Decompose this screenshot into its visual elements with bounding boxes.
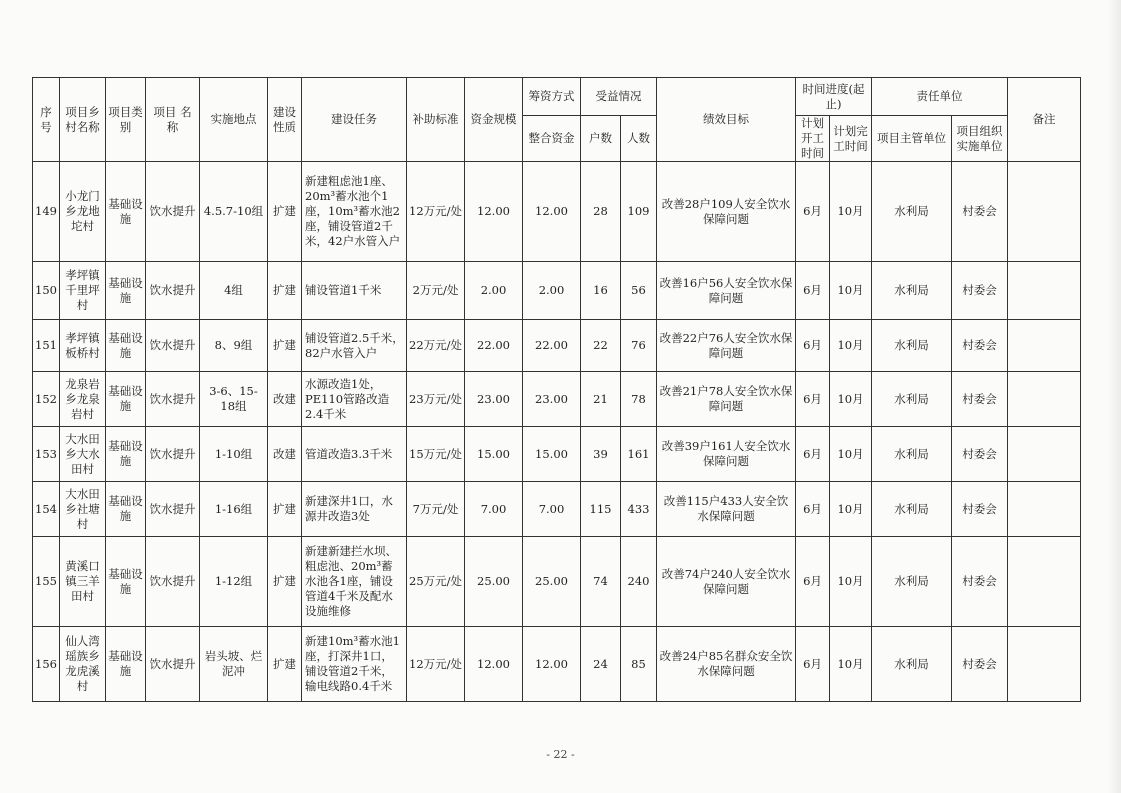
row-seq: 156 [33,627,60,702]
row-seq: 151 [33,320,60,372]
row-integrated: 2.00 [523,262,581,320]
row-task: 水源改造1处，PE110管路改造2.4千米 [302,372,407,427]
row-plan-end: 10月 [830,482,872,537]
row-category: 基础设施 [106,262,146,320]
header-supervisor: 项目主管单位 [872,116,952,162]
row-name: 饮水提升 [146,372,200,427]
header-goal: 绩效目标 [657,78,796,162]
row-households: 24 [581,627,621,702]
header-implementer: 项目组织实施单位 [952,116,1008,162]
row-category: 基础设施 [106,372,146,427]
row-plan-end: 10月 [830,262,872,320]
row-people: 161 [621,427,657,482]
table-row [33,482,1081,537]
row-plan-end: 10月 [830,627,872,702]
row-nature: 扩建 [268,537,302,627]
row-integrated: 23.00 [523,372,581,427]
row-name: 饮水提升 [146,427,200,482]
row-plan-start: 6月 [796,482,830,537]
table-row [33,537,1081,627]
row-scale: 7.00 [465,482,523,537]
row-plan-end: 10月 [830,537,872,627]
row-task: 铺设管道1千米 [302,262,407,320]
row-seq: 153 [33,427,60,482]
row-supervisor: 水利局 [872,262,952,320]
scan-edge-shadow [1107,0,1121,793]
header-village: 项目乡村名称 [60,78,106,162]
row-scale: 12.00 [465,162,523,262]
row-seq: 150 [33,262,60,320]
row-implementer: 村委会 [952,482,1008,537]
row-location: 8、9组 [200,320,268,372]
row-plan-start: 6月 [796,262,830,320]
row-nature: 扩建 [268,320,302,372]
row-plan-start: 6月 [796,537,830,627]
row-goal: 改善21户78人安全饮水保障问题 [657,372,796,427]
row-nature: 扩建 [268,262,302,320]
row-village: 仙人湾瑶族乡龙虎溪村 [60,627,106,702]
row-supervisor: 水利局 [872,372,952,427]
row-integrated: 7.00 [523,482,581,537]
row-people: 109 [621,162,657,262]
row-remark [1008,320,1081,372]
row-goal: 改善28户109人安全饮水保障问题 [657,162,796,262]
row-integrated: 15.00 [523,427,581,482]
row-integrated: 22.00 [523,320,581,372]
header-schedule: 时间进度(起止) [796,78,872,116]
row-implementer: 村委会 [952,427,1008,482]
row-name: 饮水提升 [146,627,200,702]
row-scale: 15.00 [465,427,523,482]
header-seq: 序号 [33,78,60,162]
row-goal: 改善74户240人安全饮水保障问题 [657,537,796,627]
row-supervisor: 水利局 [872,320,952,372]
row-supervisor: 水利局 [872,537,952,627]
header-responsible: 责任单位 [872,78,1008,116]
row-remark [1008,372,1081,427]
row-village: 大水田乡社塘村 [60,482,106,537]
row-nature: 改建 [268,427,302,482]
header-plan-end: 计划完工时间 [830,116,872,162]
row-task: 铺设管道2.5千米，82户水管入户 [302,320,407,372]
project-table [32,77,1081,702]
header-remark: 备注 [1008,78,1081,162]
row-remark [1008,482,1081,537]
row-scale: 23.00 [465,372,523,427]
row-goal: 改善16户56人安全饮水保障问题 [657,262,796,320]
row-nature: 改建 [268,372,302,427]
header-scale: 资金规模 [465,78,523,162]
row-supervisor: 水利局 [872,627,952,702]
header-subsidy: 补助标准 [407,78,465,162]
row-subsidy: 2万元/处 [407,262,465,320]
row-households: 22 [581,320,621,372]
header-plan-start: 计划开工时间 [796,116,830,162]
row-name: 饮水提升 [146,482,200,537]
row-implementer: 村委会 [952,537,1008,627]
row-people: 433 [621,482,657,537]
row-households: 16 [581,262,621,320]
row-goal: 改善39户161人安全饮水保障问题 [657,427,796,482]
row-plan-end: 10月 [830,162,872,262]
row-people: 85 [621,627,657,702]
row-subsidy: 7万元/处 [407,482,465,537]
row-households: 21 [581,372,621,427]
row-name: 饮水提升 [146,537,200,627]
header-households: 户数 [581,116,621,162]
row-nature: 扩建 [268,162,302,262]
table-row [33,262,1081,320]
row-plan-start: 6月 [796,427,830,482]
row-seq: 155 [33,537,60,627]
row-village: 大水田乡大水田村 [60,427,106,482]
row-plan-start: 6月 [796,627,830,702]
row-plan-end: 10月 [830,320,872,372]
row-implementer: 村委会 [952,372,1008,427]
row-location: 3-6、15-18组 [200,372,268,427]
row-subsidy: 25万元/处 [407,537,465,627]
row-integrated: 12.00 [523,627,581,702]
row-task: 新建10m³蓄水池1座，打深井1口，铺设管道2千米，输电线路0.4千米 [302,627,407,702]
row-category: 基础设施 [106,162,146,262]
row-location: 4.5.7-10组 [200,162,268,262]
row-goal: 改善115户433人安全饮水保障问题 [657,482,796,537]
row-remark [1008,262,1081,320]
header-name: 项目 名称 [146,78,200,162]
row-remark [1008,537,1081,627]
row-village: 龙泉岩乡龙泉岩村 [60,372,106,427]
row-village: 黄溪口镇三羊田村 [60,537,106,627]
row-name: 饮水提升 [146,262,200,320]
row-subsidy: 12万元/处 [407,627,465,702]
row-people: 240 [621,537,657,627]
row-village: 小龙门乡龙地坨村 [60,162,106,262]
header-task: 建设任务 [302,78,407,162]
header-category: 项目类别 [106,78,146,162]
row-scale: 22.00 [465,320,523,372]
row-nature: 扩建 [268,482,302,537]
row-task: 管道改造3.3千米 [302,427,407,482]
row-subsidy: 12万元/处 [407,162,465,262]
row-supervisor: 水利局 [872,162,952,262]
page-number: - 22 - [546,748,575,761]
header-nature: 建设性质 [268,78,302,162]
row-village: 孝坪镇板桥村 [60,320,106,372]
row-name: 饮水提升 [146,320,200,372]
row-integrated: 12.00 [523,162,581,262]
row-goal: 改善22户76人安全饮水保障问题 [657,320,796,372]
header-funding-method: 筹资方式 [523,78,581,116]
row-seq: 152 [33,372,60,427]
row-location: 1-10组 [200,427,268,482]
row-plan-start: 6月 [796,162,830,262]
table-row [33,320,1081,372]
row-implementer: 村委会 [952,162,1008,262]
row-seq: 149 [33,162,60,262]
row-village: 孝坪镇千里坪村 [60,262,106,320]
row-implementer: 村委会 [952,262,1008,320]
row-households: 39 [581,427,621,482]
row-subsidy: 22万元/处 [407,320,465,372]
row-location: 1-12组 [200,537,268,627]
row-households: 28 [581,162,621,262]
row-category: 基础设施 [106,482,146,537]
row-people: 56 [621,262,657,320]
row-goal: 改善24户85名群众安全饮水保障问题 [657,627,796,702]
row-category: 基础设施 [106,627,146,702]
row-households: 74 [581,537,621,627]
header-location: 实施地点 [200,78,268,162]
table-row [33,427,1081,482]
row-remark [1008,627,1081,702]
row-location: 岩头坡、烂泥冲 [200,627,268,702]
row-people: 76 [621,320,657,372]
header-benefit: 受益情况 [581,78,657,116]
row-households: 115 [581,482,621,537]
table-row [33,372,1081,427]
table-row [33,627,1081,702]
row-supervisor: 水利局 [872,427,952,482]
row-plan-end: 10月 [830,372,872,427]
row-name: 饮水提升 [146,162,200,262]
row-task: 新建深井1口，水源井改造3处 [302,482,407,537]
row-scale: 25.00 [465,537,523,627]
row-nature: 扩建 [268,627,302,702]
row-implementer: 村委会 [952,320,1008,372]
row-task: 新建粗虑池1座、20m³蓄水池个1座，10m³蓄水池2座，铺设管道2千米，42户水管入户 [302,162,407,262]
row-location: 1-16组 [200,482,268,537]
row-integrated: 25.00 [523,537,581,627]
row-scale: 2.00 [465,262,523,320]
row-plan-start: 6月 [796,372,830,427]
row-plan-end: 10月 [830,427,872,482]
row-seq: 154 [33,482,60,537]
row-category: 基础设施 [106,537,146,627]
row-subsidy: 23万元/处 [407,372,465,427]
row-category: 基础设施 [106,427,146,482]
row-category: 基础设施 [106,320,146,372]
row-task: 新建新建拦水坝、粗虑池、20m³蓄水池各1座，铺设管道4千米及配水设施维修 [302,537,407,627]
row-scale: 12.00 [465,627,523,702]
row-remark [1008,162,1081,262]
row-location: 4组 [200,262,268,320]
row-plan-start: 6月 [796,320,830,372]
table-row [33,162,1081,262]
row-implementer: 村委会 [952,627,1008,702]
row-remark [1008,427,1081,482]
header-integrated: 整合资金 [523,116,581,162]
row-people: 78 [621,372,657,427]
row-supervisor: 水利局 [872,482,952,537]
row-subsidy: 15万元/处 [407,427,465,482]
header-people: 人数 [621,116,657,162]
